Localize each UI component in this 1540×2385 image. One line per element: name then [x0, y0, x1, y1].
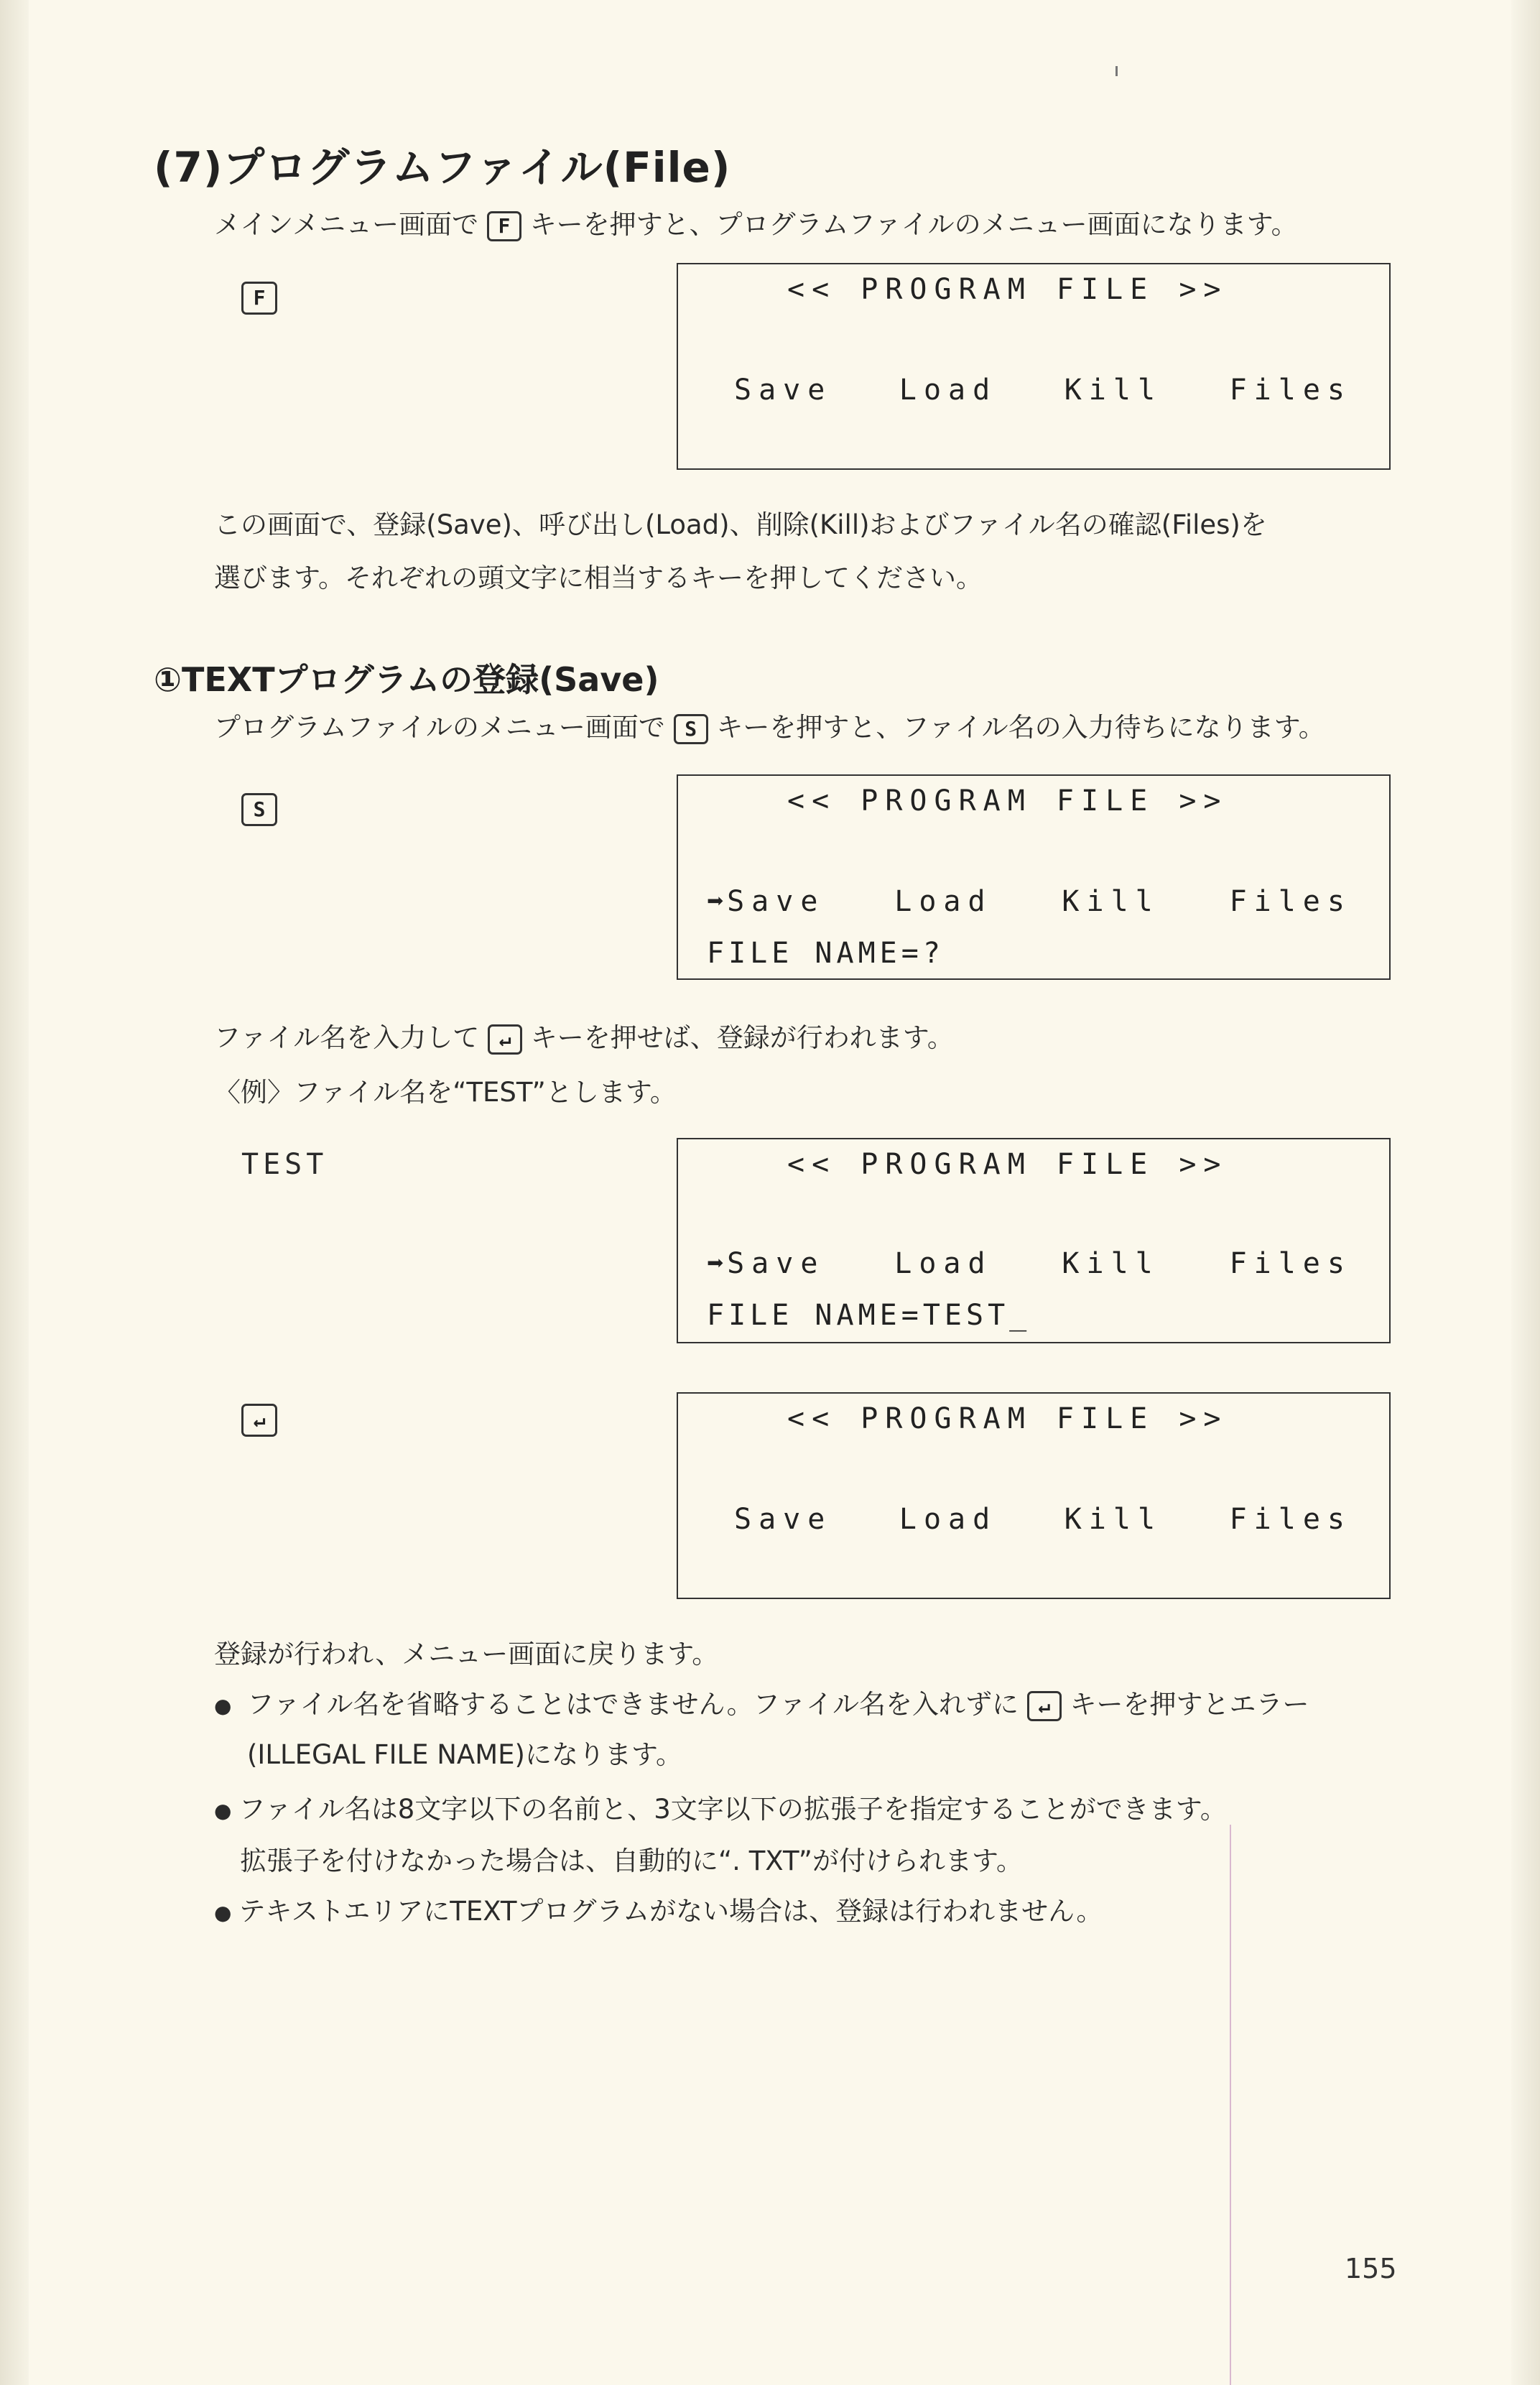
sub-intro-before: プログラムファイルのメニュー画面で [214, 712, 665, 743]
screen-menu [707, 885, 1352, 918]
note-2-line2: 拡張子を付けなかった場合は、自動的に“. TXT”が付けられます。 [240, 1846, 1023, 1876]
menu-files: Files [1229, 885, 1352, 918]
screen-menu [734, 374, 1352, 407]
screen-program-file-4 [677, 1392, 1391, 1599]
sub-intro-after: キーを押すと、ファイル名の入力待ちになります。 [716, 712, 1325, 743]
menu-files: Files [1229, 1247, 1352, 1280]
menu-save: Save [727, 1247, 825, 1280]
print-mark [1115, 66, 1118, 76]
f-key-icon: F [241, 282, 277, 315]
enter-key-icon: ↵ [241, 1404, 277, 1437]
explanation-line2: 選びます。それぞれの頭文字に相当するキーを押してください。 [214, 562, 983, 593]
page-edge-left [0, 0, 29, 2385]
note-1-after: キーを押すとエラー [1070, 1689, 1309, 1720]
menu-load: Load [899, 374, 998, 407]
screen-title: << PROGRAM FILE >> [787, 1402, 1228, 1435]
menu-load: Load [894, 1247, 993, 1280]
menu-kill: Kill [1062, 885, 1160, 918]
page-edge-right [1511, 0, 1540, 2385]
subsection-intro [214, 705, 1325, 744]
note-1 [214, 1682, 1309, 1721]
screen4-side-key [241, 1404, 277, 1437]
note-3: ● テキストエリアにTEXTプログラムがない場合は、登録は行われません。 [214, 1889, 1103, 1928]
section-title: (7)プログラムファイル(File) [154, 143, 731, 192]
screen-program-file-2 [677, 774, 1391, 980]
screen3-side-label: TEST [241, 1148, 328, 1181]
screen-menu [707, 1247, 1352, 1280]
menu-files: Files [1229, 1503, 1352, 1536]
intro-text-before: メインメニュー画面で [214, 209, 479, 240]
menu-files: Files [1229, 374, 1352, 407]
enter-key-icon: ↵ [1027, 1691, 1062, 1721]
input-note-before: ファイル名を入力して [214, 1022, 480, 1053]
input-note-after: キーを押せば、登録が行われます。 [530, 1022, 954, 1053]
intro-text-after: キーを押すと、プログラムファイルのメニュー画面になります。 [529, 209, 1298, 240]
margin-line [1230, 1825, 1231, 2385]
menu-save: Save [734, 374, 832, 407]
screen-program-file-3 [677, 1138, 1391, 1343]
screen2-side-key [241, 793, 277, 826]
explanation-line1: この画面で、登録(Save)、呼び出し(Load)、削除(Kill)およびファイル名の確認(Files)を [214, 509, 1267, 540]
enter-key-icon: ↵ [488, 1024, 522, 1055]
note-1-before: ファイル名を省略することはできません。ファイル名を入れずに [247, 1689, 1019, 1720]
menu-kill: Kill [1064, 1503, 1163, 1536]
screen-menu [734, 1503, 1352, 1536]
note-1-line2: (ILLEGAL FILE NAME)になります。 [247, 1739, 683, 1770]
menu-kill: Kill [1064, 374, 1163, 407]
file-name-prompt: FILE NAME=TEST_ [707, 1299, 1031, 1332]
result-text: 登録が行われ、メニュー画面に戻ります。 [214, 1639, 719, 1670]
screen1-side-key [241, 282, 277, 315]
s-key-icon: S [674, 714, 708, 744]
input-note [214, 1016, 954, 1055]
screen-program-file-1 [677, 263, 1391, 470]
menu-kill: Kill [1062, 1247, 1160, 1280]
file-name-prompt: FILE NAME=? [707, 937, 945, 970]
menu-load: Load [899, 1503, 998, 1536]
f-key-icon: F [487, 211, 521, 241]
arrow-right-icon: ➡ [707, 885, 725, 918]
section-intro [214, 203, 1298, 241]
screen-title: << PROGRAM FILE >> [787, 784, 1228, 818]
s-key-icon: S [241, 793, 277, 826]
menu-load: Load [894, 885, 993, 918]
screen-title: << PROGRAM FILE >> [787, 273, 1228, 306]
note-2: ● ファイル名は8文字以下の名前と、3文字以下の拡張子を指定することができます。 [214, 1787, 1227, 1826]
menu-save: Save [734, 1503, 832, 1536]
page-number: 155 [1345, 2253, 1397, 2284]
menu-save: Save [727, 885, 825, 918]
subsection-title: ①TEXTプログラムの登録(Save) [154, 660, 659, 699]
example-text: 〈例〉ファイル名を“TEST”とします。 [214, 1077, 677, 1108]
arrow-right-icon: ➡ [707, 1247, 725, 1280]
screen-title: << PROGRAM FILE >> [787, 1148, 1228, 1181]
